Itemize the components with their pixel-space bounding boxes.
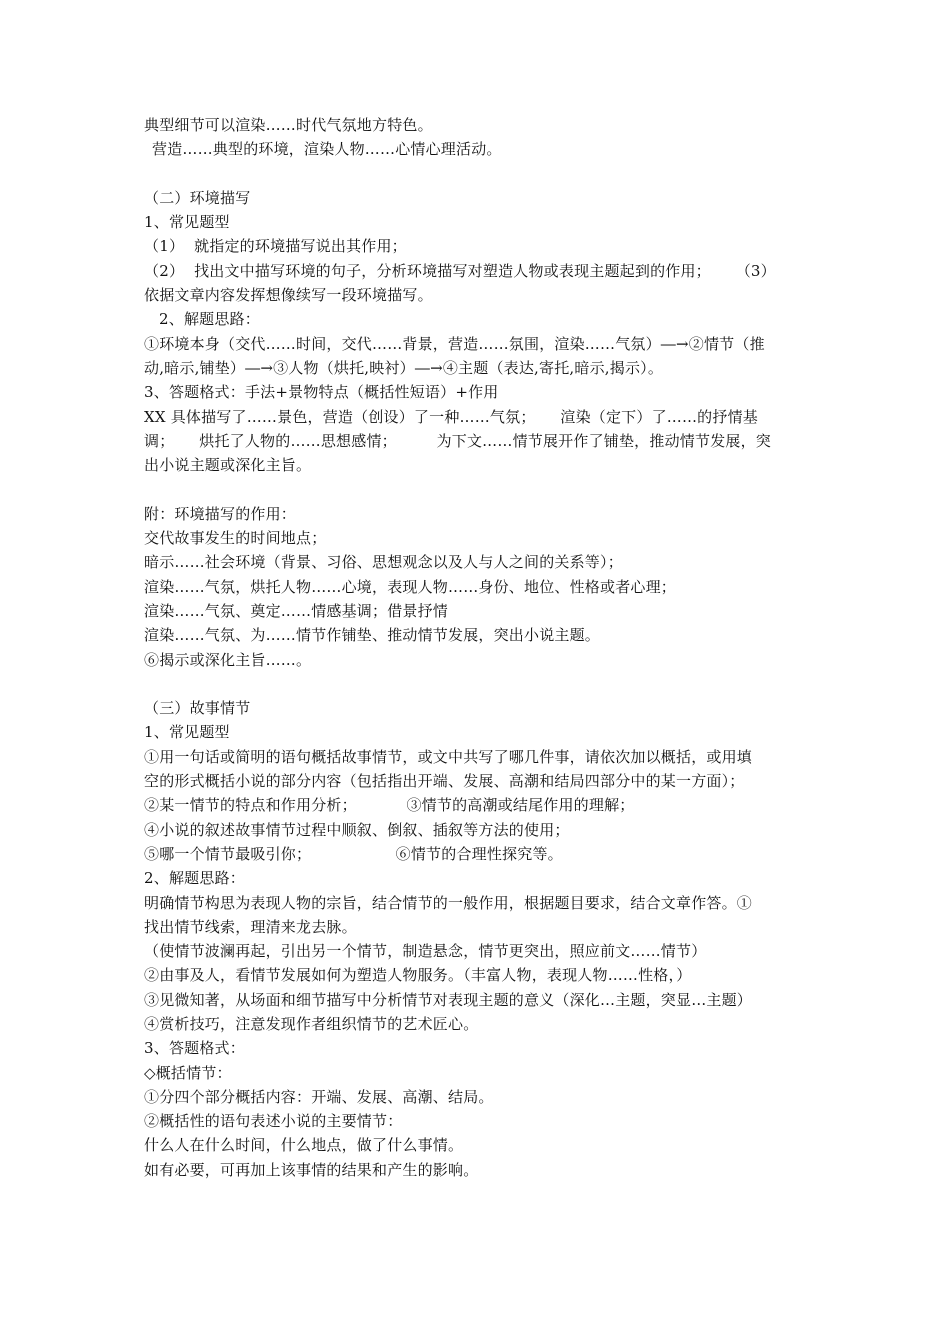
subheading: 1、常见题型 bbox=[144, 213, 230, 232]
text-line: ③见微知著，从场面和细节描写中分析情节对表现主题的意义（深化…主题，突显…主题） bbox=[144, 990, 753, 1009]
section-heading: （三）故事情节 bbox=[144, 699, 251, 718]
text-line: ⑥揭示或深化主旨……。 bbox=[144, 650, 312, 669]
text-line: 调； 烘托了人物的……思想感情； 为下文……情节展开作了铺垫，推动情节发展，突 bbox=[144, 431, 771, 450]
text-line: （2） 找出文中描写环境的句子，分析环境描写对塑造人物或表现主题起到的作用； （3） bbox=[144, 261, 776, 280]
text-line: 渲染……气氛、为……情节作铺垫、推动情节发展，突出小说主题。 bbox=[144, 626, 601, 645]
text-line: ①分四个部分概括内容：开端、发展、高潮、结局。 bbox=[144, 1087, 494, 1106]
text-line: （使情节波澜再起，引出另一个情节，制造悬念，情节更突出，照应前文……情节） bbox=[144, 942, 707, 961]
text-line: ①环境本身（交代……时间，交代……背景，营造……氛围，渲染……气氛）―→②情节（推 bbox=[144, 334, 765, 353]
section-heading: （二）环境描写 bbox=[144, 188, 251, 207]
text-line: 渲染……气氛，烘托人物……心境，表现人物……身份、地位、性格或者心理； bbox=[144, 577, 677, 596]
text-line: ②某一情节的特点和作用分析； ③情节的高潮或结尾作用的理解； bbox=[144, 796, 635, 815]
text-line: 出小说主题或深化主旨。 bbox=[144, 456, 312, 475]
text-line: ⑤哪一个情节最吸引你； ⑥情节的合理性探究等。 bbox=[144, 844, 563, 863]
text-line: ②概括性的语句表述小说的主要情节： bbox=[144, 1112, 403, 1131]
subheading: 1、常见题型 bbox=[144, 723, 230, 742]
text-line: ④赏析技巧，注意发现作者组织情节的艺术匠心。 bbox=[144, 1014, 479, 1033]
text-line: 渲染……气氛、奠定……情感基调；借景抒情 bbox=[144, 601, 449, 620]
text-line: 交代故事发生的时间地点； bbox=[144, 529, 327, 548]
subheading: 2、解题思路： bbox=[159, 310, 260, 329]
blank-line bbox=[144, 672, 814, 696]
text-line: 依据文章内容发挥想像续写一段环境描写。 bbox=[144, 286, 433, 305]
text-line: 找出情节线索，理清来龙去脉。 bbox=[144, 917, 357, 936]
text-line: 什么人在什么时间，什么地点，做了什么事情。 bbox=[144, 1136, 464, 1155]
text-line: ①用一句话或简明的语句概括故事情节，或文中共写了哪几件事，请依次加以概括，或用填 bbox=[144, 747, 753, 766]
text-line: ②由事及人，看情节发展如何为塑造人物服务。（丰富人物，表现人物……性格，） bbox=[144, 966, 692, 985]
text-line: 如有必要，可再加上该事情的结果和产生的影响。 bbox=[144, 1160, 479, 1179]
subheading: 3、答题格式：手法+景物特点（概括性短语）+作用 bbox=[144, 383, 499, 402]
blank-line bbox=[144, 162, 814, 186]
text-line: 空的形式概括小说的部分内容（包括指出开端、发展、高潮和结局四部分中的某一方面）； bbox=[144, 772, 745, 791]
blank-line bbox=[144, 477, 814, 501]
document-body bbox=[144, 113, 814, 1182]
subheading: 3、答题格式： bbox=[144, 1039, 245, 1058]
subheading: 2、解题思路： bbox=[144, 869, 245, 888]
text-line: 营造……典型的环境，渲染人物……心情心理活动。 bbox=[152, 140, 502, 159]
text-line: 典型细节可以渲染……时代气氛地方特色。 bbox=[144, 116, 433, 134]
text-line: ◇概括情节： bbox=[144, 1063, 232, 1082]
text-line: （1） 就指定的环境描写说出其作用； bbox=[144, 237, 407, 256]
text-line: XX 具体描写了……景色，营造（创设）了一种……气氛； 渲染（定下）了……的抒情基 bbox=[144, 407, 758, 426]
text-line: 动,暗示,铺垫）―→③人物（烘托,映衬）―→④主题（表达,寄托,暗示,揭示）。 bbox=[144, 358, 664, 377]
text-line: 明确情节构思为表现人物的宗旨，结合情节的一般作用，根据题目要求，结合文章作答。① bbox=[144, 893, 753, 912]
text-line: 暗示……社会环境（背景、习俗、思想观念以及人与人之间的关系等）； bbox=[144, 553, 623, 572]
subheading: 附：环境描写的作用： bbox=[144, 504, 297, 523]
text-line: ④小说的叙述故事情节过程中顺叙、倒叙、插叙等方法的使用； bbox=[144, 820, 570, 839]
